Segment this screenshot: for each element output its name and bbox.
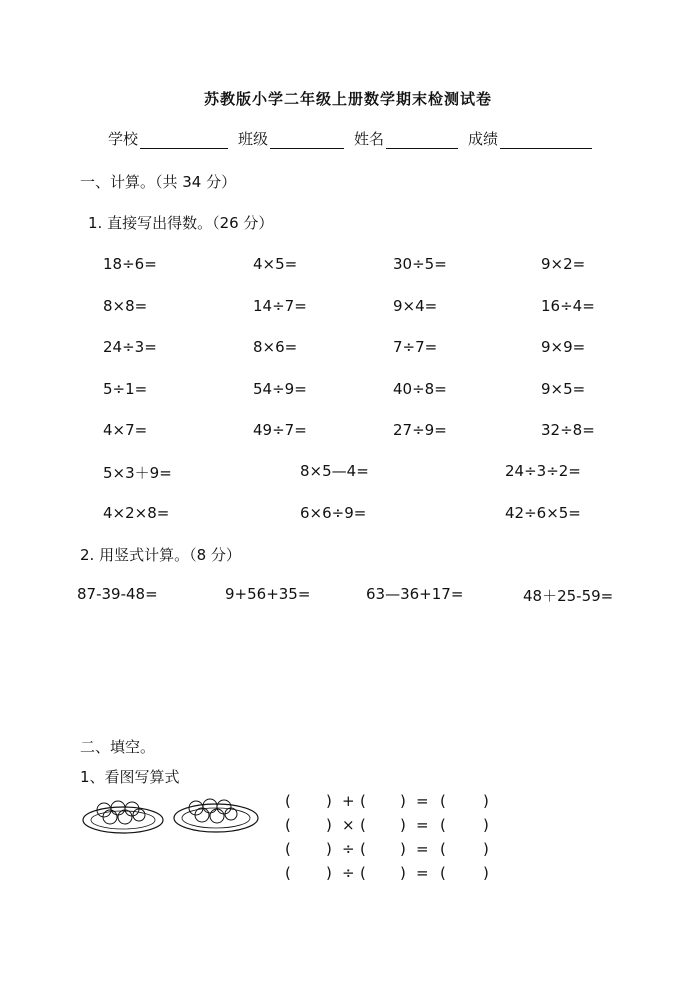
math-item[interactable]: 8×6= <box>253 338 298 356</box>
section1-heading: 一、计算。（共 34 分） <box>80 173 237 191</box>
equation-token[interactable]: ) <box>326 864 332 882</box>
name-label: 姓名 <box>354 130 385 148</box>
math-item[interactable]: 40÷8= <box>393 380 447 398</box>
equation-token: ( <box>440 792 446 810</box>
math-item[interactable]: 5×3＋9= <box>103 464 172 482</box>
math-item[interactable]: 9×9= <box>541 338 586 356</box>
equation-token: ( <box>285 840 291 858</box>
equation-token: × <box>342 816 355 834</box>
equation-token[interactable]: ) <box>400 792 406 810</box>
student-info-line <box>108 128 592 149</box>
math-item[interactable]: 9×5= <box>541 380 586 398</box>
class-label: 班级 <box>238 130 269 148</box>
equation-token[interactable]: ) <box>326 840 332 858</box>
equation-token[interactable]: ) <box>483 840 489 858</box>
math-item[interactable]: 42÷6×5= <box>505 504 581 522</box>
vertical-calc-item[interactable]: 48＋25-59= <box>523 587 614 605</box>
vertical-calc-item[interactable]: 63—36+17= <box>366 585 464 603</box>
equation-token: ÷ <box>342 840 355 858</box>
part1-heading: 1. 直接写出得数。（26 分） <box>88 214 274 232</box>
equation-token[interactable]: ) <box>483 864 489 882</box>
equation-token: = <box>416 816 429 834</box>
equation-token: ( <box>440 816 446 834</box>
class-blank[interactable] <box>270 132 344 149</box>
section2-heading: 二、填空。 <box>80 738 156 756</box>
math-item[interactable]: 24÷3= <box>103 338 157 356</box>
picture-equation-heading: 1、看图写算式 <box>80 768 180 786</box>
equation-token: ( <box>285 792 291 810</box>
page-title: 苏教版小学二年级上册数学期末检测试卷 <box>203 90 492 108</box>
math-item[interactable]: 9×2= <box>541 255 586 273</box>
math-item[interactable]: 27÷9= <box>393 421 447 439</box>
math-item[interactable]: 14÷7= <box>253 297 307 315</box>
vertical-calc-item[interactable]: 9+56+35= <box>225 585 311 603</box>
math-item[interactable]: 18÷6= <box>103 255 157 273</box>
equation-token: = <box>416 792 429 810</box>
plate-left <box>83 801 163 833</box>
math-item[interactable]: 5÷1= <box>103 380 148 398</box>
name-blank[interactable] <box>386 132 458 149</box>
equation-token: ÷ <box>342 864 355 882</box>
math-item[interactable]: 8×8= <box>103 297 148 315</box>
math-item[interactable]: 16÷4= <box>541 297 595 315</box>
math-item[interactable]: 6×6÷9= <box>300 504 367 522</box>
math-item[interactable]: 8×5—4= <box>300 462 369 480</box>
equation-token: ( <box>360 816 366 834</box>
equation-token: ( <box>360 792 366 810</box>
equation-token: ( <box>360 840 366 858</box>
math-item[interactable]: 32÷8= <box>541 421 595 439</box>
school-blank[interactable] <box>140 132 228 149</box>
equation-token: + <box>342 792 355 810</box>
equation-token: ( <box>360 864 366 882</box>
math-item[interactable]: 54÷9= <box>253 380 307 398</box>
equation-token: ( <box>440 864 446 882</box>
equation-token: ( <box>285 816 291 834</box>
equation-token: = <box>416 840 429 858</box>
score-blank[interactable] <box>500 132 592 149</box>
equation-token[interactable]: ) <box>483 816 489 834</box>
math-item[interactable]: 7÷7= <box>393 338 438 356</box>
equation-token[interactable]: ) <box>326 816 332 834</box>
vertical-calc-item[interactable]: 87-39-48= <box>77 585 158 603</box>
math-item[interactable]: 49÷7= <box>253 421 307 439</box>
equation-token[interactable]: ) <box>400 816 406 834</box>
math-item[interactable]: 4×2×8= <box>103 504 170 522</box>
math-item[interactable]: 9×4= <box>393 297 438 315</box>
equation-token: ( <box>440 840 446 858</box>
math-item[interactable]: 4×5= <box>253 255 298 273</box>
plate-right <box>174 799 258 832</box>
equation-token[interactable]: ) <box>483 792 489 810</box>
equation-token[interactable]: ) <box>326 792 332 810</box>
math-item[interactable]: 30÷5= <box>393 255 447 273</box>
equation-token: = <box>416 864 429 882</box>
equation-token: ( <box>285 864 291 882</box>
equation-token[interactable]: ) <box>400 840 406 858</box>
school-label: 学校 <box>108 130 139 148</box>
fruit-plates-illustration <box>78 790 268 838</box>
equation-token[interactable]: ) <box>400 864 406 882</box>
part2-heading: 2. 用竖式计算。（8 分） <box>80 546 241 564</box>
math-item[interactable]: 4×7= <box>103 421 148 439</box>
score-label: 成绩 <box>468 130 499 148</box>
math-item[interactable]: 24÷3÷2= <box>505 462 581 480</box>
